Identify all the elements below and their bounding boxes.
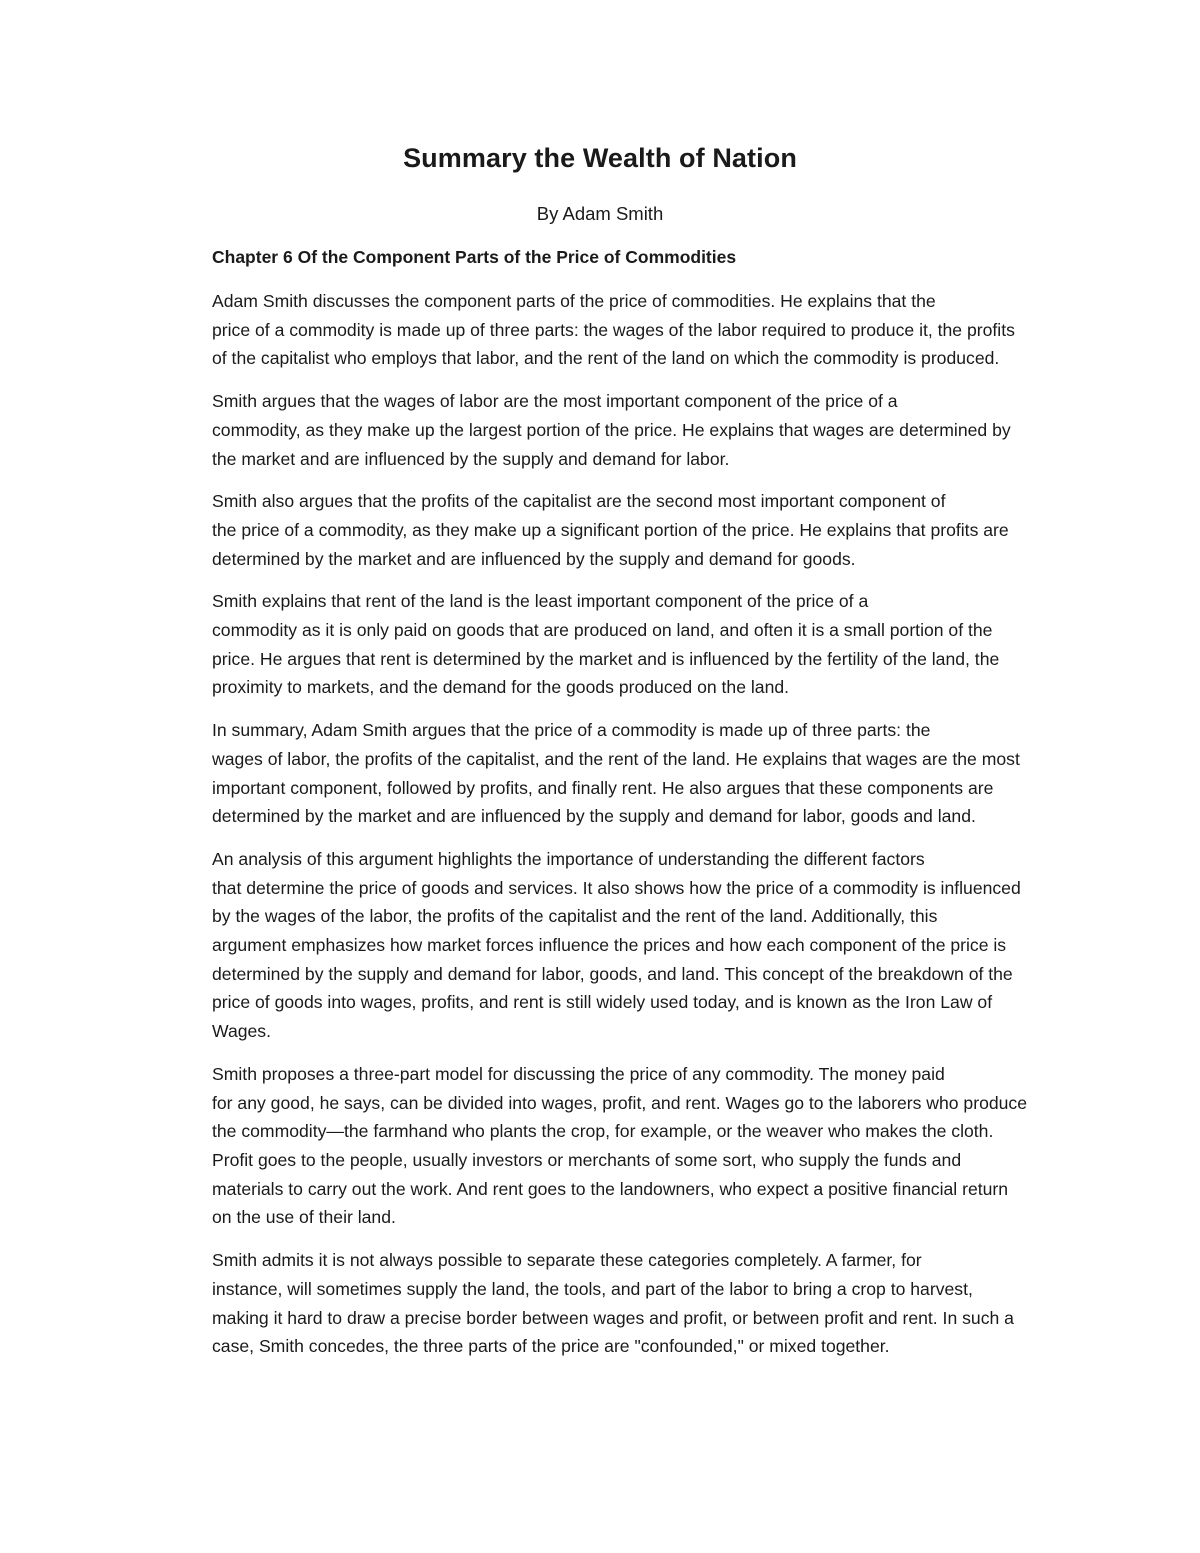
text-line: An analysis of this argument highlights the importance of understanding the different factors xyxy=(212,848,925,869)
text-line: that determine the price of goods and services. It also shows how the price of a commodity is influenced xyxy=(212,877,1021,898)
text-line: making it hard to draw a precise border between wages and profit, or between profit and rent. In such a xyxy=(212,1307,1014,1328)
text-line: Wages. xyxy=(212,1021,271,1042)
paragraph xyxy=(143,387,1058,473)
paragraph xyxy=(143,487,1058,573)
text-line: determined by the market and are influenced by the supply and demand for goods. xyxy=(212,548,856,569)
paragraph xyxy=(143,845,1058,1046)
text-line: Smith explains that rent of the land is the least important component of the price of a xyxy=(212,591,869,612)
text-line: determined by the market and are influenced by the supply and demand for labor, goods and land. xyxy=(212,806,976,827)
text-line: commodity as it is only paid on goods that are produced on land, and often it is a small portion of the xyxy=(212,620,993,641)
paragraph xyxy=(143,287,1058,373)
text-line: important component, followed by profits, and finally rent. He also argues that these components are xyxy=(212,777,994,798)
text-line: instance, will sometimes supply the land, the tools, and part of the labor to bring a crop to harvest, xyxy=(212,1278,973,1299)
paragraph xyxy=(143,587,1058,702)
text-line: argument emphasizes how market forces influence the prices and how each component of the price is xyxy=(212,935,1007,956)
text-line: Smith argues that the wages of labor are the most important component of the price of a xyxy=(212,391,898,412)
text-line: materials to carry out the work. And rent goes to the landowners, who expect a positive financial return xyxy=(212,1178,1009,1199)
chapter-heading: Chapter 6 Of the Component Parts of the Price of Commodities xyxy=(212,247,737,267)
text-line: the price of a commodity, as they make up a significant portion of the price. He explains that profits are xyxy=(212,519,1009,540)
text-line: Smith proposes a three-part model for discussing the price of any commodity. The money paid xyxy=(212,1063,945,1084)
text-line: case, Smith concedes, the three parts of the price are "confounded," or mixed together. xyxy=(212,1336,890,1357)
text-line: Adam Smith discusses the component parts of the price of commodities. He explains that the xyxy=(212,291,936,311)
paragraph xyxy=(143,716,1058,831)
text-line: Smith also argues that the profits of the capitalist are the second most important component of xyxy=(212,491,946,512)
text-line: In summary, Adam Smith argues that the price of a commodity is made up of three parts: the xyxy=(212,720,931,741)
text-line: price. He argues that rent is determined by the market and is influenced by the fertility of the land, the xyxy=(212,648,1000,669)
text-line: by the wages of the labor, the profits of the capitalist and the rent of the land. Additionally, this xyxy=(212,906,938,927)
text-line: determined by the supply and demand for labor, goods, and land. This concept of the breakdown of the xyxy=(212,963,1013,984)
text-line: commodity, as they make up the largest portion of the price. He explains that wages are determined by xyxy=(212,419,1011,440)
text-line: for any good, he says, can be divided into wages, profit, and rent. Wages go to the laborers who produce xyxy=(212,1092,1028,1113)
text-line: proximity to markets, and the demand for the goods produced on the land. xyxy=(212,677,790,698)
text-line: Profit goes to the people, usually investors or merchants of some sort, who supply the funds and xyxy=(212,1149,962,1170)
document-title: Summary the Wealth of Nation xyxy=(403,143,797,173)
text-line: price of a commodity is made up of three parts: the wages of the labor required to produce it, the profits xyxy=(212,319,1015,340)
text-line: Smith admits it is not always possible to separate these categories completely. A farmer, for xyxy=(212,1250,922,1271)
text-line: on the use of their land. xyxy=(212,1207,396,1228)
body-text xyxy=(143,287,1058,1375)
author-byline: By Adam Smith xyxy=(536,203,664,224)
text-line: of the capitalist who employs that labor, and the rent of the land on which the commodity is produced. xyxy=(212,348,1000,369)
text-line: wages of labor, the profits of the capitalist, and the rent of the land. He explains that wages are the most xyxy=(212,748,1020,769)
paragraph xyxy=(143,1060,1058,1232)
text-line: price of goods into wages, profits, and rent is still widely used today, and is known as the Iron Law of xyxy=(212,992,993,1013)
text-line: the commodity—the farmhand who plants the crop, for example, or the weaver who makes the cloth. xyxy=(212,1121,994,1142)
text-line: the market and are influenced by the supply and demand for labor. xyxy=(212,448,730,469)
paragraph xyxy=(143,1246,1058,1361)
